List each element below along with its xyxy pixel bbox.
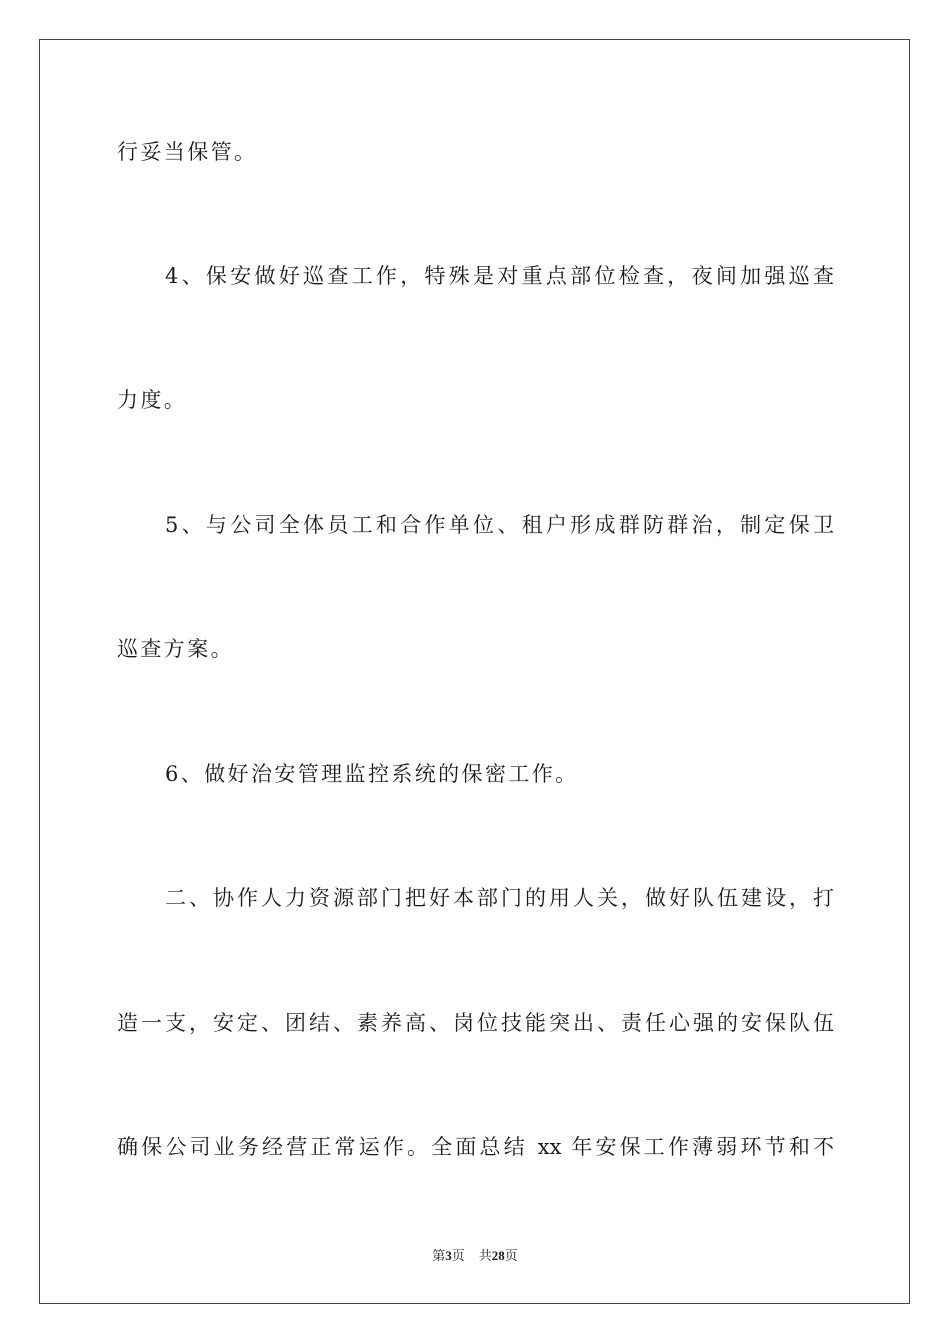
text-line-4: 5、与公司全体员工和合作单位、租户形成群防群治，制定保卫 (165, 513, 834, 537)
page-footer (0, 1246, 950, 1267)
text-line-7: 二、协作人力资源部门把好本部门的用人关，做好队伍建设，打 (165, 886, 834, 910)
footer-total-suffix: 页 (504, 1248, 518, 1263)
footer-page-current: 3 (445, 1248, 452, 1263)
footer-total-prefix: 共 (478, 1248, 492, 1263)
text-line-3: 力度。 (117, 388, 188, 412)
text-line-9: 确保公司业务经营正常运作。全面总结 xx 年安保工作薄弱环节和不 (117, 1135, 834, 1159)
text-line-6: 6、做好治安管理监控系统的保密工作。 (165, 762, 579, 786)
footer-page-suffix: 页 (451, 1248, 465, 1263)
footer-page-prefix: 第 (432, 1248, 446, 1263)
page-border (39, 39, 910, 1304)
text-line-5: 巡查方案。 (117, 637, 234, 661)
text-line-2: 4、保安做好巡查工作，特殊是对重点部位检查，夜间加强巡查 (165, 264, 834, 288)
footer-page-total: 28 (491, 1248, 505, 1263)
text-line-8: 造一支，安定、团结、素养高、岗位技能突出、责任心强的安保队伍 (117, 1011, 834, 1035)
text-line-1: 行妥当保管。 (117, 140, 258, 164)
